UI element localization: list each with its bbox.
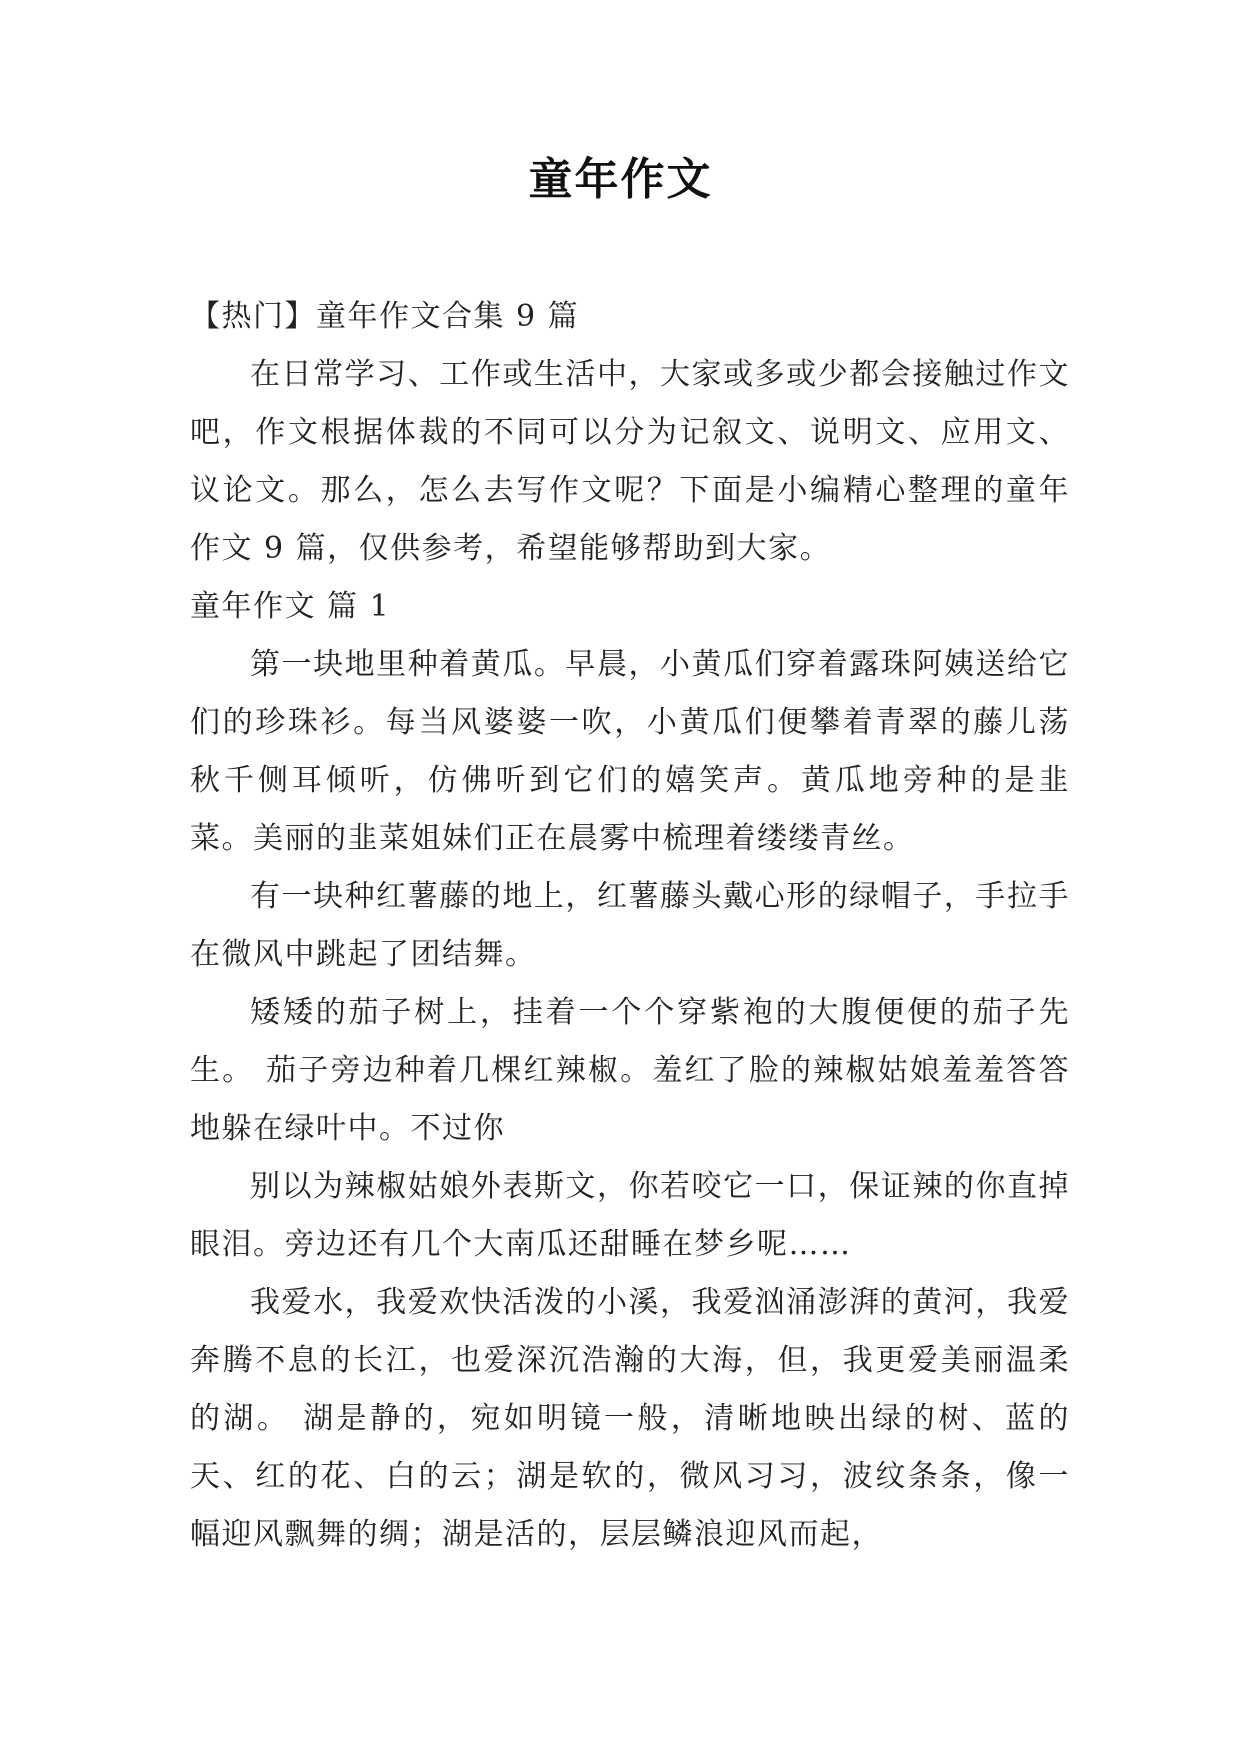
paragraph-3: 矮矮的茄子树上，挂着一个个穿紫袍的大腹便便的茄子先生。 茄子旁边种着几棵红辣椒。羞红了脸的辣椒姑娘羞羞答答地躲在绿叶中。不过你: [190, 995, 1070, 1146]
paragraph-5: 我爱水，我爱欢快活泼的小溪，我爱汹涌澎湃的黄河，我爱奔腾不息的长江，也爱深沉浩瀚的大海，但，我更爱美丽温柔的湖。 湖是静的，宛如明镜一般，清晰地映出绿的树、蓝的天、红的花、白的云；湖是软的，微风习习，波纹条条，像一幅迎风飘舞的绸；湖是活的，层层鳞浪迎风而起，: [190, 1285, 1070, 1552]
paragraph-1: 第一块地里种着黄瓜。早晨，小黄瓜们穿着露珠阿姨送给它们的珍珠衫。每当风婆婆一吹，小黄瓜们便攀着青翠的藤儿荡秋千侧耳倾听，仿佛听到它们的嬉笑声。黄瓜地旁种的是韭菜。美丽的韭菜姐妹们正在晨雾中梳理着缕缕青丝。: [190, 647, 1070, 856]
document-title: 童年作文: [528, 154, 713, 205]
paragraph-4: 别以为辣椒姑娘外表斯文，你若咬它一口，保证辣的你直掉眼泪。旁边还有几个大南瓜还甜睡在梦乡呢……: [190, 1169, 1070, 1262]
document-body: [190, 288, 1070, 1564]
paragraph-2: 有一块种红薯藤的地上，红薯藤头戴心形的绿帽子，手拉手在微风中跳起了团结舞。: [190, 879, 1070, 972]
article-subtitle: 【热门】童年作文合集 9 篇: [190, 299, 580, 334]
section-heading: 童年作文 篇 1: [190, 589, 391, 624]
intro-paragraph: 在日常学习、工作或生活中，大家或多或少都会接触过作文吧，作文根据体裁的不同可以分为记叙文、说明文、应用文、议论文。那么，怎么去写作文呢？下面是小编精心整理的童年作文 9 篇，仅供参考，希望能够帮助到大家。: [190, 357, 1070, 566]
